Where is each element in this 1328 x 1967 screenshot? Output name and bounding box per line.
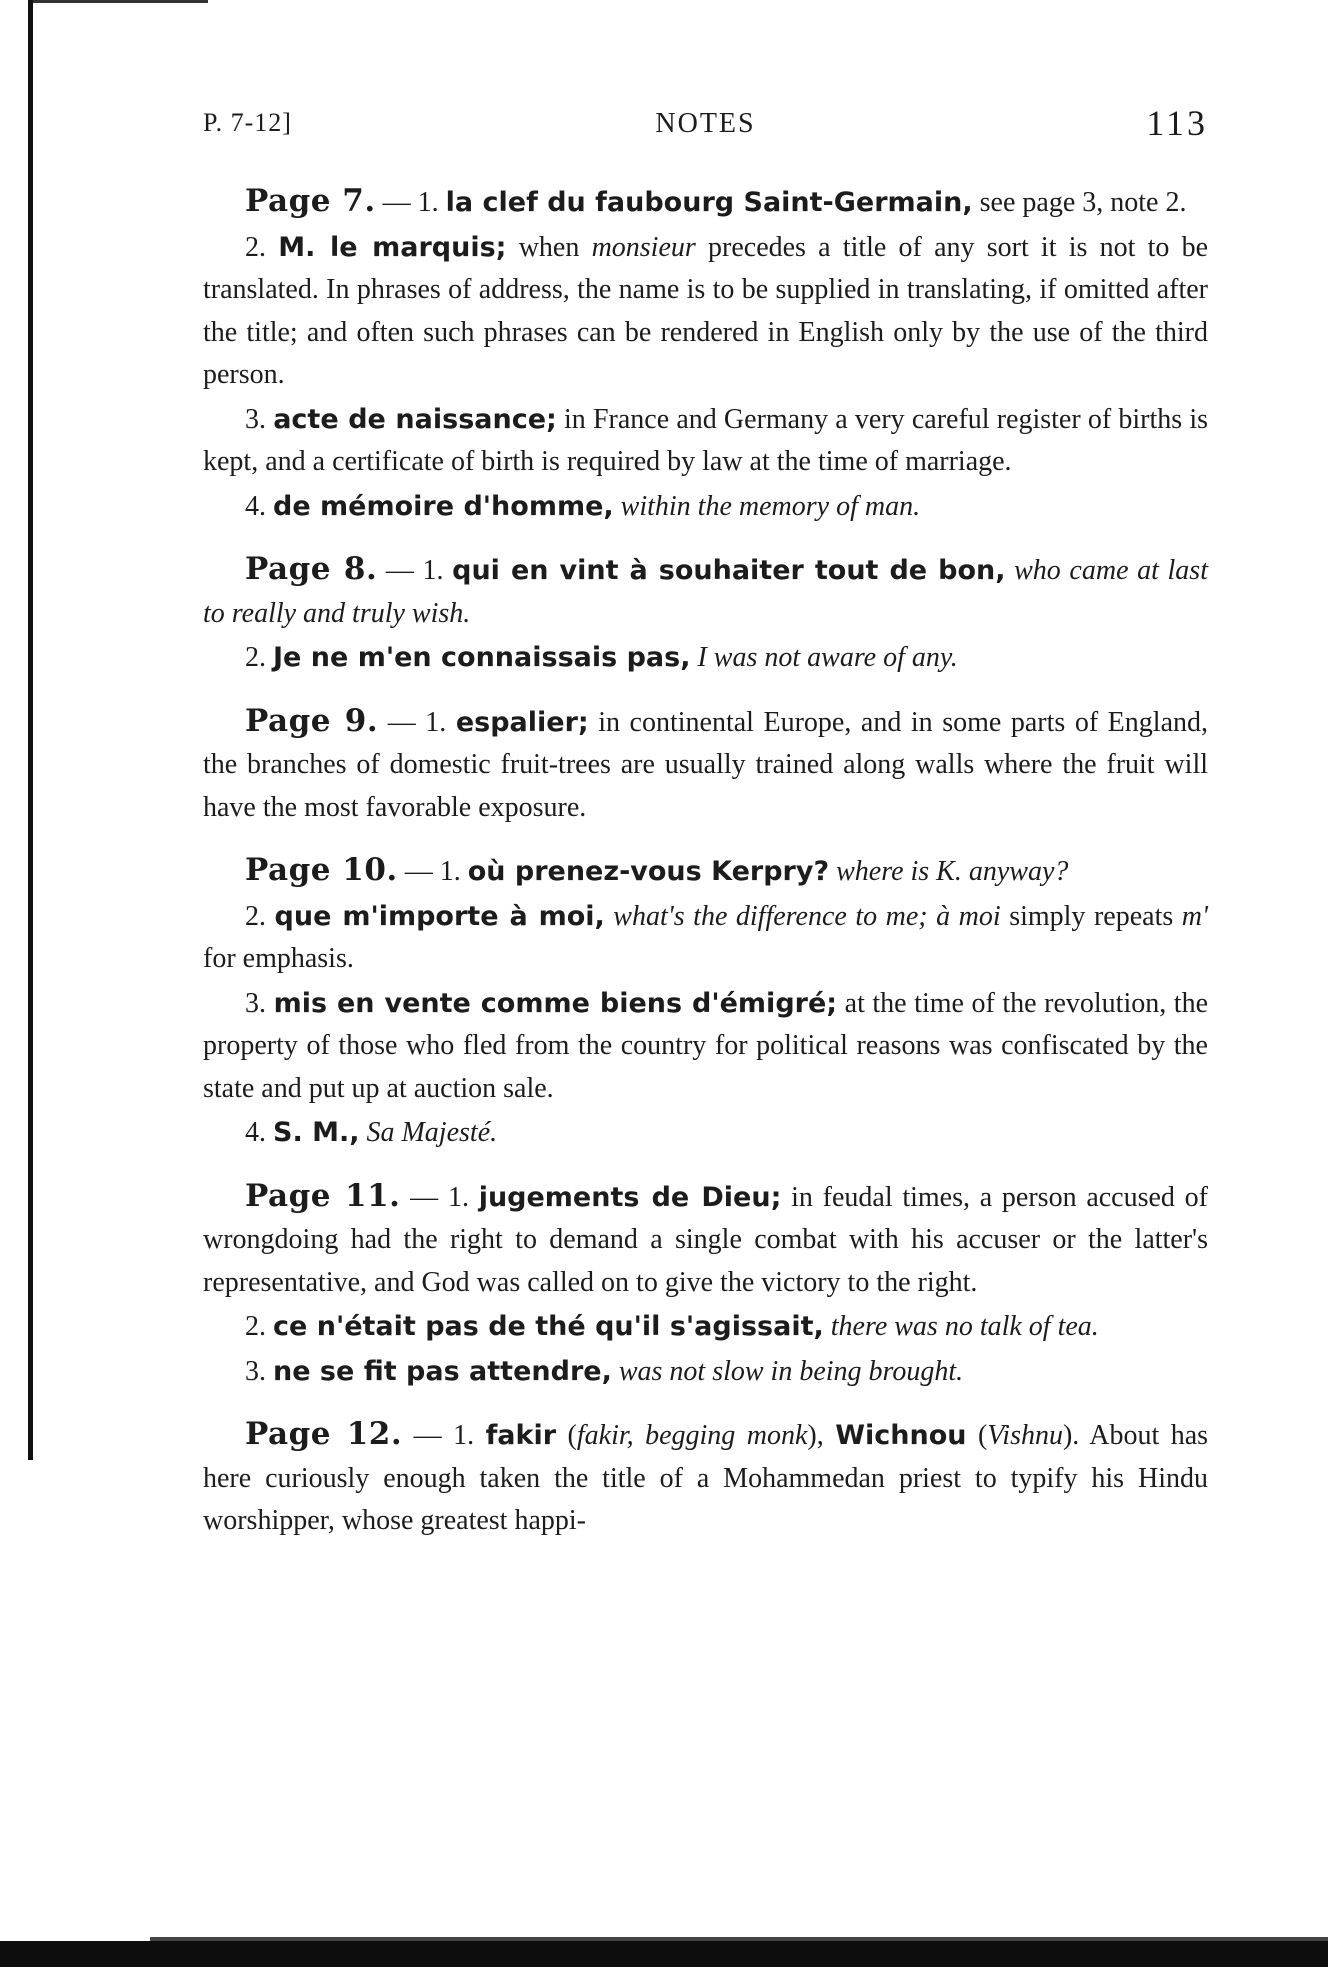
- page-label: Page 7.: [245, 183, 376, 219]
- page-label: Page 9.: [245, 702, 379, 739]
- note-item: 2. ce n'était pas de thé qu'il s'agissait, there was no talk of tea.: [245, 1311, 1099, 1342]
- italic-word: m': [1181, 900, 1208, 932]
- english-translation: who came at last to really and truly wish.: [203, 555, 1208, 629]
- french-term: que m'importe à moi,: [274, 900, 605, 932]
- note-item: Page 10. — 1. où prenez-vous Kerpry? where is K. anyway?: [245, 852, 1069, 888]
- note-item: Page 11. — 1. jugements de Dieu; in feudal times, a person accused of wrongdoing had the right to demand a single combat with his accuser or the latter's representative, and God was called on to give the victory to the right.: [203, 1177, 1208, 1298]
- english-translation: there was no talk of tea.: [823, 1311, 1099, 1342]
- note-group-page-11: [203, 1175, 1208, 1394]
- running-head-title: NOTES: [655, 108, 756, 139]
- italic-word: monsieur: [591, 231, 696, 263]
- page-label: Page 12.: [245, 1416, 403, 1452]
- note-text: precedes a title of any sort it is not to be translated. In phrases of address, the name is to be supplied in translating, if omitted after the title; and often such phrases can be rendered in English only by the use of the third person.: [203, 231, 1208, 390]
- english-translation: fakir, begging monk: [576, 1420, 808, 1451]
- french-term: espalier;: [455, 706, 589, 738]
- english-translation: where is K. anyway?: [829, 856, 1069, 887]
- note-item: Page 12. — 1. fakir (fakir, begging monk), Wichnou (Vishnu). About has here curiously enough taken the title of a Mohammedan priest to typify his Hindu worshipper, whose greatest happi-: [203, 1416, 1209, 1536]
- note-item: 3. ne se fit pas attendre, was not slow in being brought.: [245, 1355, 964, 1387]
- french-term: mis en vente comme biens d'émigré;: [273, 987, 838, 1019]
- note-item: 2. Je ne m'en connaissais pas, I was not aware of any.: [245, 642, 958, 673]
- french-term: ce n'était pas de thé qu'il s'agissait,: [273, 1311, 824, 1342]
- note-item: 4. S. M., Sa Majesté.: [245, 1117, 498, 1148]
- french-term: qui en vint à souhaiter tout de bon,: [452, 555, 1006, 586]
- english-translation: I was not aware of any.: [690, 642, 958, 673]
- page-label: Page 11.: [245, 1177, 401, 1214]
- french-term: où prenez-vous Kerpry?: [467, 856, 830, 887]
- note-group-page-9: [203, 700, 1208, 830]
- note-text: for emphasis.: [203, 943, 354, 974]
- french-term: ne se fit pas attendre,: [273, 1355, 612, 1387]
- french-term: jugements de Dieu;: [478, 1181, 782, 1213]
- note-group-page-12: [203, 1413, 1208, 1543]
- scan-edge-left: [28, 0, 33, 1460]
- book-page: [203, 100, 1208, 1543]
- note-item: Page 9. — 1. espalier; in continental Europe, and in some parts of England, the branches of domestic fruit-trees are usually trained along walls where the fruit will have the most favorable exposure.: [203, 702, 1208, 823]
- french-term: fakir: [485, 1420, 557, 1451]
- note-text: in France and Germany a very careful register of births is kept, and a certificate of birth is required by law at the time of marriage.: [203, 403, 1208, 477]
- french-term: Wichnou: [835, 1420, 967, 1451]
- page-number: 113: [1146, 103, 1208, 143]
- note-group-page-10: [203, 849, 1208, 1155]
- french-term: M. le marquis;: [278, 231, 507, 263]
- french-term: acte de naissance;: [273, 403, 557, 435]
- note-text: in continental Europe, and in some parts of England, the branches of domestic fruit-trees are usually trained along walls where the fruit will have the most favorable exposure.: [203, 706, 1208, 823]
- french-term: de mémoire d'homme,: [273, 490, 614, 522]
- french-term: la clef du faubourg Saint-Germain,: [445, 187, 973, 218]
- page-label: Page 8.: [245, 551, 378, 587]
- note-item: Page 8. — 1. qui en vint à souhaiter tout de bon, who came at last to really and truly wish.: [203, 551, 1208, 629]
- note-text: About has here curiously enough taken the title of a Mohammedan priest to typify his Hindu worshipper, whose greatest happi-: [203, 1420, 1209, 1536]
- note-text: in feudal times, a person accused of wrongdoing had the right to demand a single combat with his accuser or the latter's representative, and God was called on to give the victory to the right.: [203, 1181, 1208, 1298]
- note-item: 3. mis en vente comme biens d'émigré; at the time of the revolution, the property of those who fled from the country for political reasons was confiscated by the state and put up at auction sale.: [203, 987, 1208, 1104]
- note-text: see page 3, note 2.: [972, 187, 1187, 218]
- page-label: Page 10.: [245, 852, 398, 888]
- note-item: 2. M. le marquis; when monsieur precedes a title of any sort it is not to be translated. In phrases of address, the name is to be supplied in translating, if omitted after the title; and often such phrases can be rendered in English only by the use of the third person.: [203, 231, 1208, 390]
- note-text: at the time of the revolution, the property of those who fled from the country for political reasons was confiscated by the state and put up at auction sale.: [203, 987, 1208, 1104]
- note-group-page-7: [203, 180, 1208, 528]
- english-translation: Sa Majesté.: [359, 1117, 498, 1148]
- english-translation: was not slow in being brought.: [611, 1355, 964, 1387]
- english-translation: what's the difference to me; à moi: [604, 900, 1001, 932]
- scan-edge-bottom: [0, 1941, 1328, 1967]
- french-term: Je ne m'en connaissais pas,: [273, 642, 691, 673]
- english-translation: within the memory of man.: [613, 490, 921, 522]
- note-item: Page 7. — 1. la clef du faubourg Saint-Germain, see page 3, note 2.: [245, 183, 1187, 219]
- scan-edge-top: [28, 0, 208, 3]
- french-term: S. M.,: [273, 1117, 360, 1148]
- note-group-page-8: [203, 548, 1208, 680]
- note-item: 4. de mémoire d'homme, within the memory of man.: [245, 490, 921, 522]
- running-head: [203, 100, 1208, 160]
- english-translation: Vishnu: [987, 1420, 1063, 1451]
- running-head-range: P. 7-12]: [203, 108, 292, 137]
- note-item: 2. que m'importe à moi, what's the difference to me; à moi simply repeats m' for emphasis.: [203, 900, 1208, 974]
- note-item: 3. acte de naissance; in France and Germany a very careful register of births is kept, and a certificate of birth is required by law at the time of marriage.: [203, 403, 1208, 477]
